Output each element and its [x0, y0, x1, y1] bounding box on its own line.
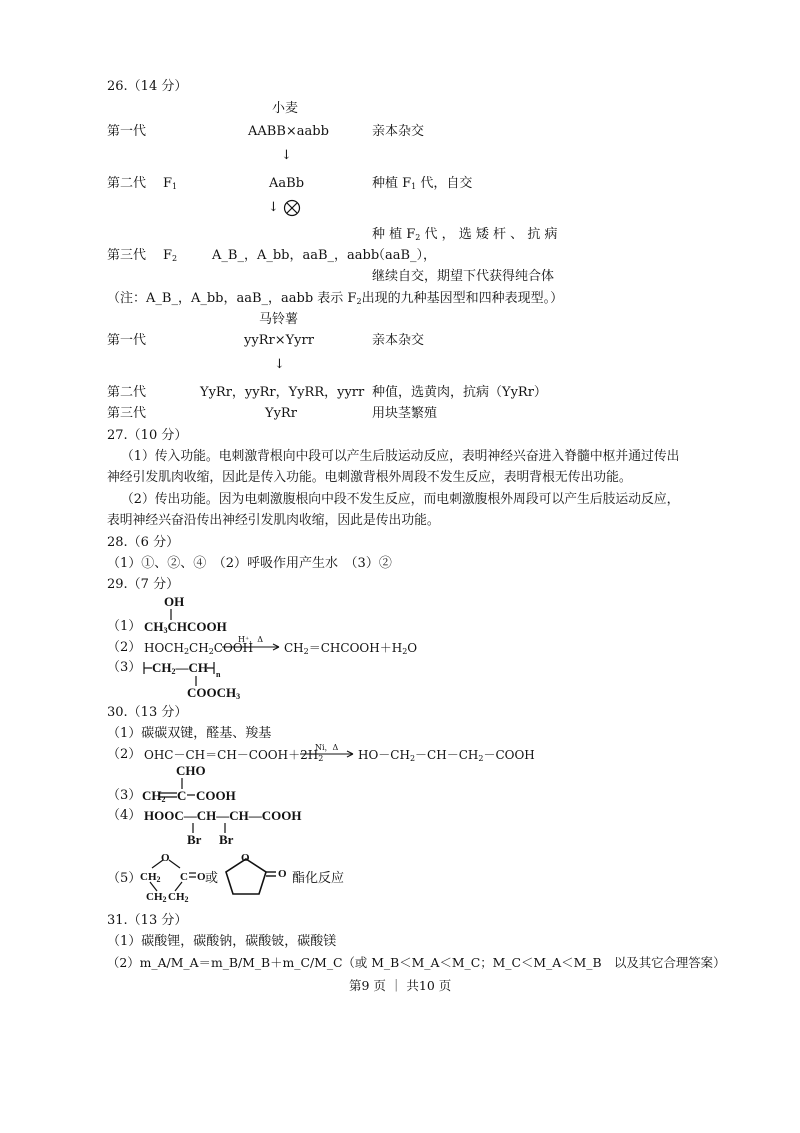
- q30-a3-label: （3）: [107, 788, 142, 803]
- q30-a5-ch2a: CH2: [140, 871, 161, 884]
- q30-heading: 30.（13 分）: [107, 705, 188, 720]
- p-gen1-cross: yyRr×Yyrr: [244, 333, 314, 348]
- q30-a5-o1: O: [161, 852, 170, 864]
- gen3-label: 第三代: [107, 248, 147, 263]
- gen3-note-line3: 继续自交，期望下代获得纯合体: [372, 269, 555, 284]
- q30-a4-br2: Br: [219, 832, 234, 847]
- q26-heading: 26.（14 分）: [107, 79, 188, 94]
- q30-a4-chain: HOOC—CH—CH—COOH: [144, 808, 302, 823]
- q29-a3-sidechain: COOCH3: [187, 685, 241, 701]
- q29-a2-condition: H⁺，Δ: [238, 635, 263, 644]
- p-gen2-label: 第二代: [107, 385, 147, 400]
- gen1-cross: AABB×aabb: [248, 124, 329, 139]
- q29-a2-right: CH2＝CHCOOH＋H2O: [284, 641, 418, 656]
- q30-a3-c: C: [177, 788, 187, 803]
- q30-a5-ring-icon: [0, 0, 1, 1]
- q29-a2-left: HOCH2CH2COOH: [144, 641, 254, 656]
- q29-a3-label: （3）: [107, 660, 142, 675]
- down-arrow-icon: ↓: [268, 200, 279, 215]
- q29-a3-polymer: CH2—CH: [152, 660, 208, 676]
- gen3-note-line1: 种 植 F2 代 ， 选 矮 杆 、 抗 病: [372, 227, 558, 242]
- gen2-label: 第二代: [107, 176, 147, 191]
- q30-a2-condition: Ni，Δ: [315, 743, 339, 752]
- q29-a1-label: （1）: [107, 619, 142, 634]
- q31-heading: 31.（13 分）: [107, 913, 188, 928]
- q29-a1-formula: CH3CHCOOH: [144, 619, 227, 635]
- q30-a4-label: （4）: [107, 808, 142, 823]
- q30-a5-label: （5）: [107, 871, 142, 886]
- q27-p2-line2: 表明神经兴奋沿传出神经引发肌肉收缩，因此是传出功能。: [107, 513, 440, 528]
- self-cross-icon: [283, 199, 301, 217]
- potato-label: 马铃薯: [259, 312, 299, 327]
- gen3-note-line2: （aaB_），: [372, 248, 437, 263]
- down-arrow-icon: ↓: [274, 357, 285, 372]
- q30-a1: （1）碳碳双键，醛基、羧基: [107, 726, 272, 741]
- gen1-label: 第一代: [107, 124, 147, 139]
- gen2-genotype: AaBb: [269, 176, 305, 191]
- p-gen3-genotype: YyRr: [265, 406, 297, 421]
- p-gen2-note: 种值，选黄肉，抗病（YyRr）: [372, 385, 547, 400]
- q27-heading: 27.（10 分）: [107, 428, 188, 443]
- q29-a2-label: （2）: [107, 640, 142, 655]
- p-gen1-note: 亲本杂交: [372, 333, 425, 348]
- q30-a2-right: HO－CH2－CH－CH2－COOH: [358, 748, 535, 763]
- q27-p1-line2: 神经引发肌肉收缩，因此是传入功能。电刺激背根外周段不发生反应，表明背根无传出功能。: [107, 470, 632, 485]
- q29-a1-oh: OH: [164, 594, 185, 609]
- q30-a3-cho: CHO: [176, 763, 206, 778]
- q30-a5-c: C: [180, 871, 188, 883]
- q31-a2: （2）m_A/M_A＝m_B/M_B＋m_C/M_C（或 M_B＜M_A＜M_C；M_C＜M_A＜M_B 以及其它合理答案）: [107, 955, 726, 970]
- gen2-note: 种植 F1 代，自交: [372, 176, 473, 191]
- gen2-f: F1: [163, 176, 178, 191]
- q30-a5-o3: O: [241, 852, 250, 864]
- gen3-f: F2: [163, 248, 178, 263]
- q28-answer: （1）①、②、④ （2）呼吸作用产生水 （3）②: [107, 556, 392, 571]
- down-arrow-icon: ↓: [281, 148, 292, 163]
- q29-heading: 29.（7 分）: [107, 577, 180, 592]
- q30-a5-ch2b: CH2: [146, 891, 167, 904]
- q30-a5-reaction: 酯化反应: [292, 871, 345, 886]
- q30-a4-br1: Br: [187, 832, 202, 847]
- q30-a5-or: 或: [205, 871, 219, 886]
- q29-a3-n: n: [216, 670, 221, 679]
- q28-heading: 28.（6 分）: [107, 535, 180, 550]
- p-gen2-genotypes: YyRr，yyRr，YyRR，yyrr: [200, 385, 365, 400]
- q30-a3-cooh: COOH: [196, 788, 236, 803]
- q30-a5-o2: O: [197, 871, 206, 883]
- q30-a5-o4: O: [278, 868, 287, 880]
- wheat-label: 小麦: [272, 101, 299, 116]
- q31-a1: （1）碳酸锂，碳酸钠，碳酸铍，碳酸镁: [107, 934, 337, 949]
- q30-a2-left: OHC－CH＝CH－COOH＋2H2: [144, 748, 324, 763]
- gen1-note: 亲本杂交: [372, 124, 425, 139]
- gen3-genotypes: A_B_，A_bb，aaB_，aabb: [212, 248, 380, 263]
- p-gen3-label: 第三代: [107, 406, 147, 421]
- p-gen1-label: 第一代: [107, 333, 147, 348]
- q30-a3-ch2: CH2: [142, 788, 166, 804]
- p-gen3-note: 用块茎繁殖: [372, 406, 438, 421]
- q26-note: （注：A_B_，A_bb，aaB_，aabb 表示 F2出现的九种基因型和四种表现型。）: [107, 291, 564, 306]
- q30-a5-ch2c: CH2: [168, 891, 189, 904]
- q27-p1-line1: （1）传入功能。电刺激背根向中段可以产生后肢运动反应，表明神经兴奋进入脊髓中枢并通过传出: [121, 449, 680, 464]
- q27-p2-line1: （2）传出功能。因为电刺激腹根向中段不发生反应，而电刺激腹根外周段可以产生后肢运动反应，: [121, 492, 680, 507]
- q30-a2-label: （2）: [107, 747, 142, 762]
- page-footer: 第9 页 ｜ 共10 页: [349, 978, 452, 993]
